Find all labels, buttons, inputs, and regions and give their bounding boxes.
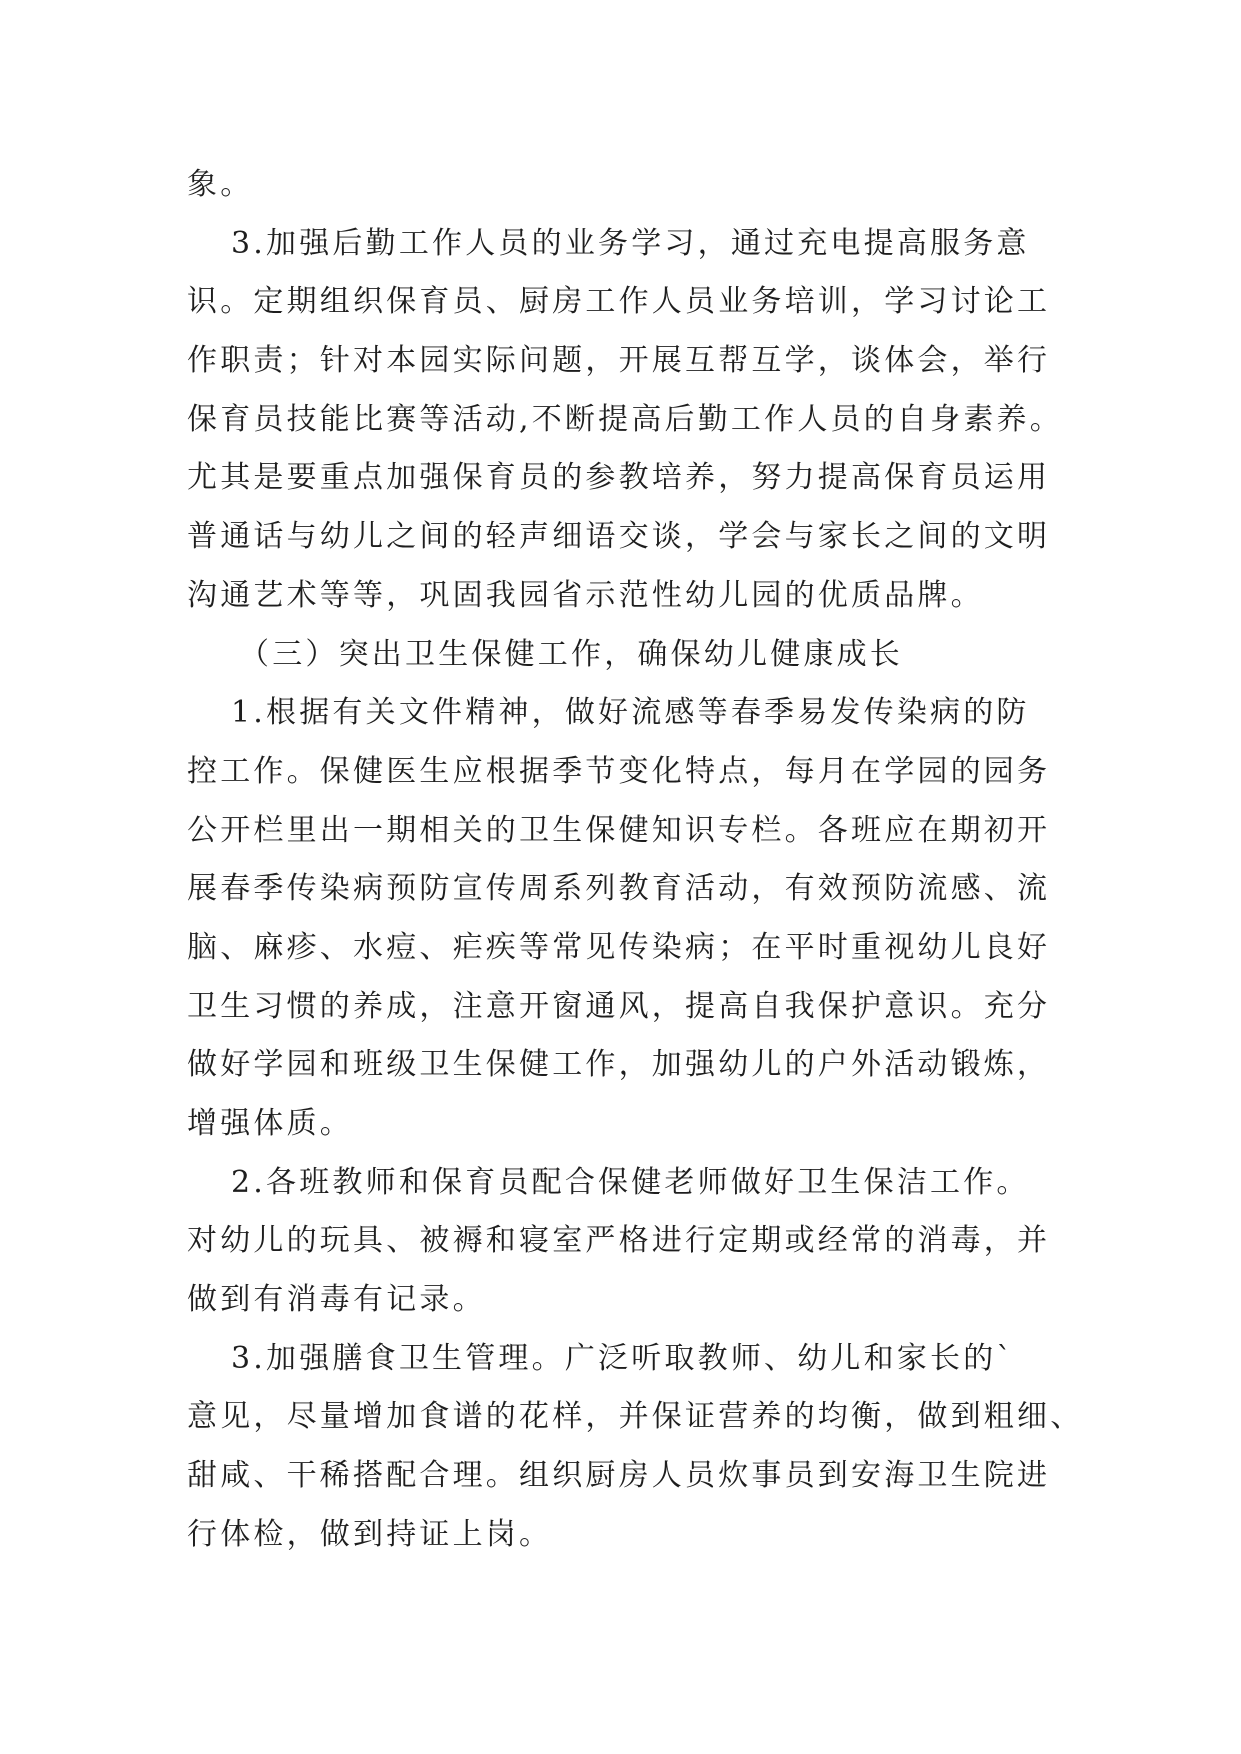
heading-line: （三）突出卫生保健工作，确保幼儿健康成长 — [239, 636, 903, 672]
text-line: 展春季传染病预防宣传周系列教育活动，有效预防流感、流 — [187, 871, 1051, 907]
text-line: 3.加强后勤工作人员的业务学习，通过充电提高服务意 — [231, 225, 1030, 261]
paragraph-cleaning — [187, 1154, 1067, 1330]
text-line: 保育员技能比赛等活动,不断提高后勤工作人员的自身素养。 — [187, 401, 1063, 437]
text-line: 1.根据有关文件精神，做好流感等春季易发传染病的防 — [231, 695, 1030, 731]
body-text — [187, 156, 1084, 1565]
text-line: 3.加强膳食卫生管理。广泛听取教师、幼儿和家长的` — [231, 1340, 1015, 1376]
text-line: 行体检，做到持证上岗。 — [187, 1516, 553, 1552]
section-heading — [187, 626, 1067, 685]
text-line: 普通话与幼儿之间的轻声细语交谈，学会与家长之间的文明 — [187, 519, 1051, 555]
text-line: 沟通艺术等等，巩固我园省示范性幼儿园的优质品牌。 — [187, 577, 984, 613]
text-line: 公开栏里出一期相关的卫生保健知识专栏。各班应在期初开 — [187, 812, 1051, 848]
paragraph-staff-training — [187, 215, 1067, 626]
text-line: 尤其是要重点加强保育员的参教培养，努力提高保育员运用 — [187, 460, 1051, 496]
text-line: 象。 — [187, 167, 254, 202]
text-line: 卫生习惯的养成，注意开窗通风，提高自我保护意识。充分 — [187, 988, 1051, 1024]
paragraph-diet-hygiene — [187, 1330, 1084, 1565]
text-line: 对幼儿的玩具、被褥和寝室严格进行定期或经常的消毒，并 — [187, 1223, 1051, 1259]
text-line: 增强体质。 — [187, 1106, 353, 1141]
text-line: 作职责；针对本园实际问题，开展互帮互学，谈体会，举行 — [187, 343, 1051, 379]
text-line: 甜咸、干稀搭配合理。组织厨房人员炊事员到安海卫生院进 — [187, 1458, 1051, 1494]
text-line: 控工作。保健医生应根据季节变化特点，每月在学园的园务 — [187, 753, 1051, 789]
paragraph-disease-prevention — [187, 684, 1067, 1154]
text-line: 脑、麻疹、水痘、疟疾等常见传染病；在平时重视幼儿良好 — [187, 929, 1051, 965]
text-line: 2.各班教师和保育员配合保健老师做好卫生保洁工作。 — [231, 1164, 1030, 1200]
paragraph-continuation — [187, 156, 1067, 215]
text-line: 识。定期组织保育员、厨房工作人员业务培训，学习讨论工 — [187, 284, 1051, 320]
text-line: 做好学园和班级卫生保健工作，加强幼儿的户外活动锻炼， — [187, 1047, 1051, 1083]
text-line: 做到有消毒有记录。 — [187, 1282, 486, 1318]
text-line: 意见，尽量增加食谱的花样，并保证营养的均衡，做到粗细、 — [187, 1399, 1084, 1435]
